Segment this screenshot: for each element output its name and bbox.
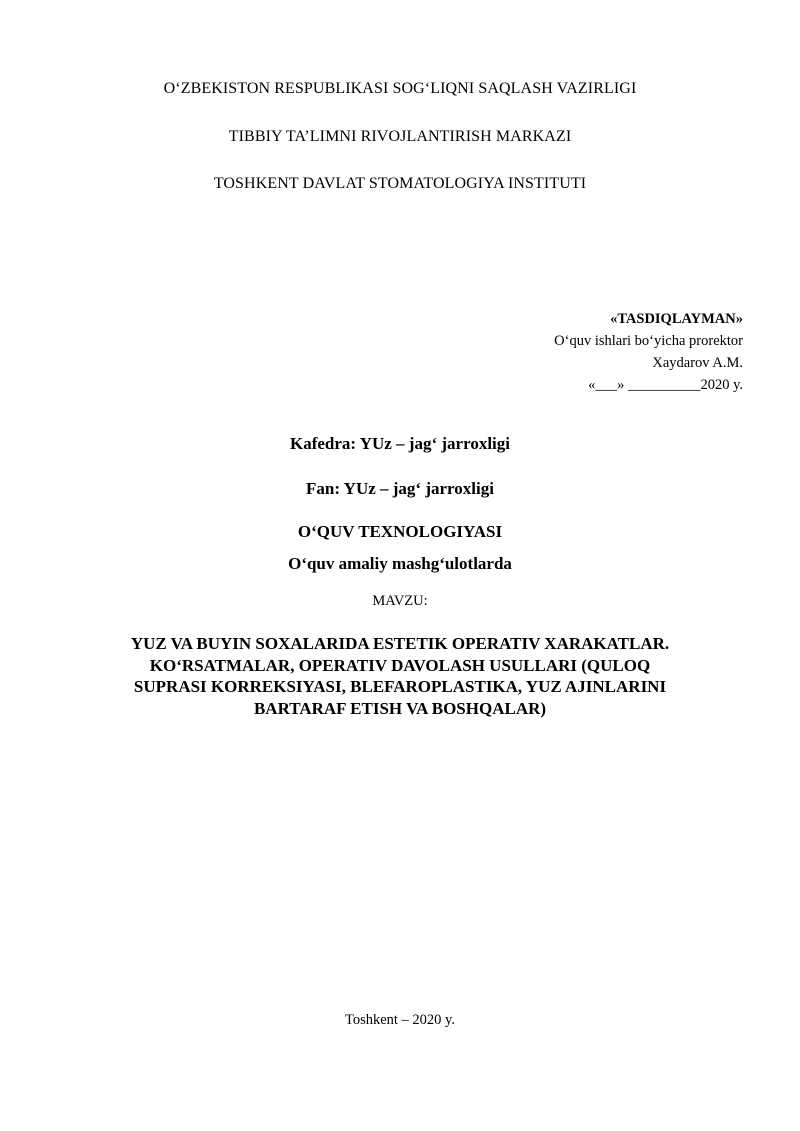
topic-line: SUPRASI KORREKSIYASI, BLEFAROPLASTIKA, YUZ AJINLARINI [133,677,667,696]
ministry-name: O‘ZBEKISTON RESPUBLIKASI SOG‘LIQNI SAQLASH VAZIRLIGI [163,80,637,97]
topic-label: MAVZU: [372,593,428,609]
topic-line: KO‘RSATMALAR, OPERATIV DAVOLASH USULLARI (QULOQ [149,655,651,675]
topic-title [110,633,690,719]
subject-line: Fan: YUz – jag‘ jarroxligi [306,479,494,498]
center-name: TIBBIY TA’LIMNI RIVOJLANTIRISH MARKAZI [228,128,572,145]
document-type: O‘QUV TEXNOLOGIYASI [297,522,503,541]
department-line: Kafedra: YUz – jag‘ jarroxligi [290,434,510,453]
approval-position: O‘quv ishlari bo‘yicha prorektor [554,333,743,349]
approval-name: Xaydarov A.M. [652,355,743,371]
approval-title: «TASDIQLAYMAN» [610,311,743,327]
topic-line: YUZ VA BUYIN SOXALARIDA ESTETIK OPERATIV XARAKATLAR. [130,634,670,653]
institute-name: TOSHKENT DAVLAT STOMATOLOGIYA INSTITUTI [213,175,587,192]
document-subtype: O‘quv amaliy mashg‘ulotlarda [288,554,512,573]
place-year: Toshkent – 2020 y. [344,1012,455,1028]
approval-block [423,308,743,396]
approval-date: «___» __________2020 y. [588,377,743,393]
topic-line: BARTARAF ETISH VA BOSHQALAR) [253,698,547,718]
